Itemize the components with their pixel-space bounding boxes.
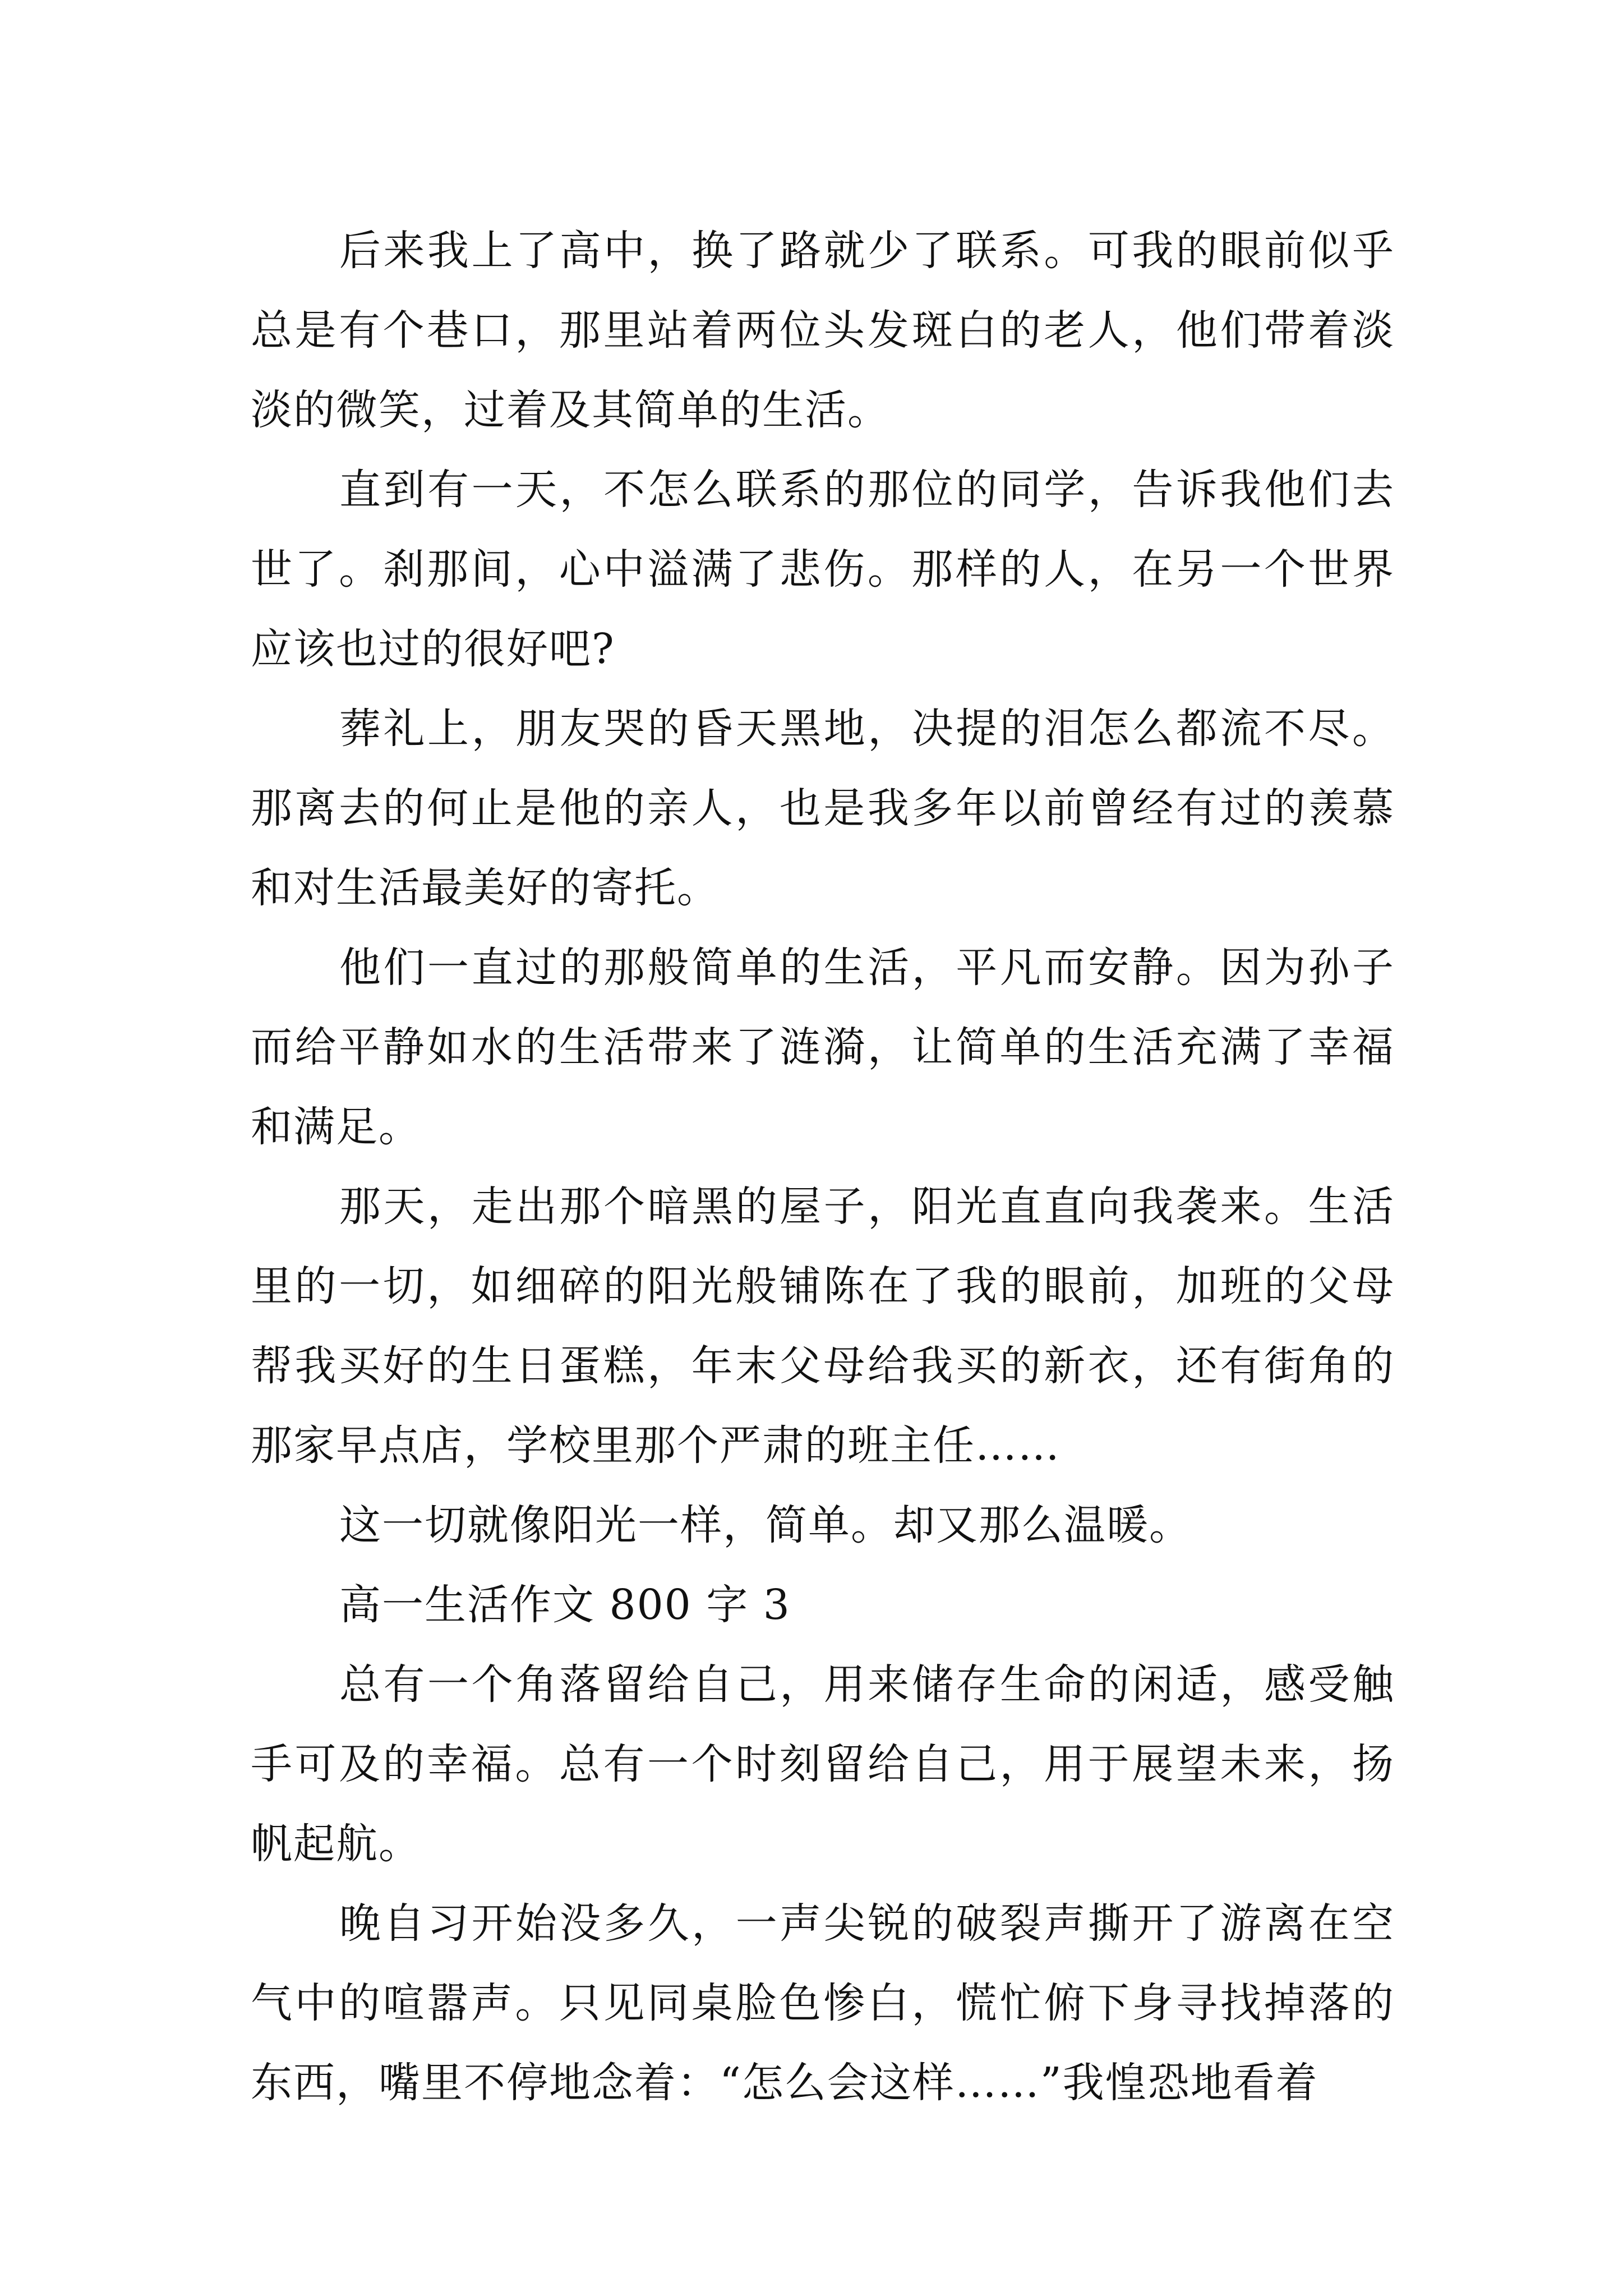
section-title: 高一生活作文 800 字 3 [339, 1581, 791, 1629]
paragraph: 那天，走出那个暗黑的屋子，阳光直直向我袭来。生活里的一切，如细碎的阳光般铺陈在了我的眼前，加班的父母帮我买好的生日蛋糕，年末父母给我买的新衣，还有街角的那家早点店，学校里那个严肃的班主任…… [251, 1182, 1395, 1470]
paragraph: 这一切就像阳光一样，简单。却又那么温暖。 [339, 1501, 1192, 1549]
document-body [251, 211, 1395, 2123]
paragraph: 他们一直过的那般简单的生活，平凡而安静。因为孙子而给平静如水的生活带来了涟漪，让简单的生活充满了幸福和满足。 [251, 944, 1395, 1151]
paragraph: 直到有一天，不怎么联系的那位的同学，告诉我他们去世了。刹那间，心中溢满了悲伤。那样的人，在另一个世界应该也过的很好吧? [251, 466, 1395, 673]
paragraph: 总有一个角落留给自己，用来储存生命的闲适，感受触手可及的幸福。总有一个时刻留给自己，用于展望未来，扬帆起航。 [251, 1660, 1395, 1868]
paragraph: 晚自习开始没多久，一声尖锐的破裂声撕开了游离在空气中的喧嚣声。只见同桌脸色惨白，慌忙俯下身寻找掉落的东西，嘴里不停地念着：“怎么会这样……”我惶恐地看着 [251, 1899, 1395, 2107]
paragraph: 后来我上了高中，换了路就少了联系。可我的眼前似乎总是有个巷口，那里站着两位头发斑白的老人，他们带着淡淡的微笑，过着及其简单的生活。 [251, 227, 1395, 434]
paragraph: 葬礼上，朋友哭的昏天黑地，决提的泪怎么都流不尽。那离去的何止是他的亲人，也是我多年以前曾经有过的羡慕和对生活最美好的寄托。 [251, 705, 1395, 912]
